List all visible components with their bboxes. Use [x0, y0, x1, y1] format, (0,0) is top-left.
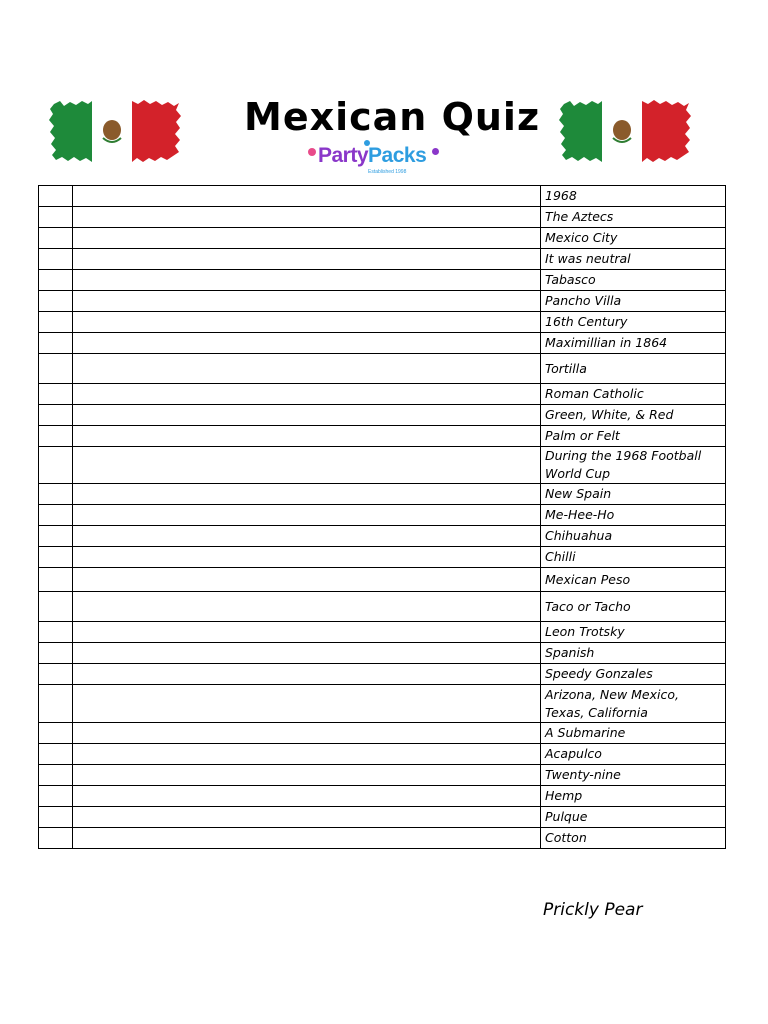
answer-cell: Palm or Felt [541, 426, 726, 447]
mexican-flag-right [558, 100, 692, 162]
table-row [39, 405, 726, 426]
question-number-cell [39, 643, 73, 664]
question-number-cell [39, 186, 73, 207]
answer-cell: Maximillian in 1864 [541, 333, 726, 354]
question-number-cell [39, 291, 73, 312]
question-number-cell [39, 622, 73, 643]
table-row [39, 505, 726, 526]
table-row [39, 765, 726, 786]
answer-cell: Chilli [541, 547, 726, 568]
question-number-cell [39, 526, 73, 547]
question-cell [73, 526, 541, 547]
logo-text-packs: Packs [368, 144, 427, 167]
answer-cell: Tortilla [541, 354, 726, 384]
answer-cell: Spanish [541, 643, 726, 664]
answer-cell: 1968 [541, 186, 726, 207]
answer-cell: New Spain [541, 484, 726, 505]
answer-cell: Mexico City [541, 228, 726, 249]
question-cell [73, 447, 541, 484]
question-cell [73, 547, 541, 568]
answer-cell: Hemp [541, 786, 726, 807]
question-number-cell [39, 270, 73, 291]
question-cell [73, 312, 541, 333]
answer-cell: Acapulco [541, 744, 726, 765]
answer-cell: Tabasco [541, 270, 726, 291]
answer-cell: Chihuahua [541, 526, 726, 547]
answer-cell: A Submarine [541, 723, 726, 744]
question-number-cell [39, 426, 73, 447]
question-cell [73, 643, 541, 664]
answer-cell: Pancho Villa [541, 291, 726, 312]
answer-cell: The Aztecs [541, 207, 726, 228]
quiz-table [38, 185, 726, 849]
table-row [39, 643, 726, 664]
answer-cell: Mexican Peso [541, 568, 726, 592]
table-row [39, 828, 726, 849]
question-cell [73, 786, 541, 807]
table-row [39, 354, 726, 384]
question-cell [73, 333, 541, 354]
question-number-cell [39, 312, 73, 333]
table-row [39, 723, 726, 744]
answer-cell: Twenty-nine [541, 765, 726, 786]
question-number-cell [39, 828, 73, 849]
answer-cell: Me-Hee-Ho [541, 505, 726, 526]
answer-cell: Green, White, & Red [541, 405, 726, 426]
mexican-flag-left [48, 100, 182, 162]
table-row [39, 207, 726, 228]
table-row [39, 186, 726, 207]
question-cell [73, 249, 541, 270]
question-number-cell [39, 505, 73, 526]
question-cell [73, 484, 541, 505]
table-row [39, 484, 726, 505]
answer-cell: 16th Century [541, 312, 726, 333]
question-number-cell [39, 207, 73, 228]
table-row [39, 249, 726, 270]
answer-cell: During the 1968 Football World Cup [541, 447, 726, 484]
answer-cell: Leon Trotsky [541, 622, 726, 643]
question-cell [73, 291, 541, 312]
table-row [39, 786, 726, 807]
answer-cell: It was neutral [541, 249, 726, 270]
logo-tagline: Established 1998 [368, 169, 407, 175]
table-row [39, 685, 726, 723]
question-cell [73, 765, 541, 786]
question-cell [73, 405, 541, 426]
table-row [39, 312, 726, 333]
question-cell [73, 568, 541, 592]
question-cell [73, 505, 541, 526]
table-row [39, 447, 726, 484]
question-number-cell [39, 354, 73, 384]
table-row [39, 270, 726, 291]
question-number-cell [39, 765, 73, 786]
question-cell [73, 723, 541, 744]
question-number-cell [39, 333, 73, 354]
question-cell [73, 426, 541, 447]
question-cell [73, 685, 541, 723]
question-number-cell [39, 786, 73, 807]
table-row [39, 664, 726, 685]
question-cell [73, 207, 541, 228]
question-number-cell [39, 568, 73, 592]
answer-cell: Cotton [541, 828, 726, 849]
question-number-cell [39, 807, 73, 828]
question-cell [73, 592, 541, 622]
table-row [39, 526, 726, 547]
question-cell [73, 270, 541, 291]
table-row [39, 291, 726, 312]
question-number-cell [39, 249, 73, 270]
question-cell [73, 228, 541, 249]
table-row [39, 568, 726, 592]
question-number-cell [39, 664, 73, 685]
question-number-cell [39, 723, 73, 744]
question-cell [73, 186, 541, 207]
logo-text-party: Party [318, 144, 369, 167]
answer-cell: Roman Catholic [541, 384, 726, 405]
question-cell [73, 622, 541, 643]
question-cell [73, 354, 541, 384]
question-cell [73, 664, 541, 685]
question-cell [73, 807, 541, 828]
question-number-cell [39, 547, 73, 568]
table-row [39, 744, 726, 765]
answer-cell: Arizona, New Mexico, Texas, California [541, 685, 726, 723]
question-number-cell [39, 228, 73, 249]
table-row [39, 228, 726, 249]
question-number-cell [39, 744, 73, 765]
question-cell [73, 744, 541, 765]
answer-cell: Taco or Tacho [541, 592, 726, 622]
answer-cell: Pulque [541, 807, 726, 828]
question-number-cell [39, 447, 73, 484]
question-number-cell [39, 592, 73, 622]
table-row [39, 807, 726, 828]
table-row [39, 426, 726, 447]
bonus-answer: Prickly Pear [543, 900, 643, 920]
party-packs-logo [300, 138, 444, 178]
table-row [39, 547, 726, 568]
answer-cell: Speedy Gonzales [541, 664, 726, 685]
question-number-cell [39, 384, 73, 405]
table-row [39, 333, 726, 354]
question-cell [73, 828, 541, 849]
page-title: Mexican Quiz [244, 95, 541, 139]
question-cell [73, 384, 541, 405]
table-row [39, 622, 726, 643]
question-number-cell [39, 405, 73, 426]
question-number-cell [39, 685, 73, 723]
table-row [39, 592, 726, 622]
table-row [39, 384, 726, 405]
question-number-cell [39, 484, 73, 505]
